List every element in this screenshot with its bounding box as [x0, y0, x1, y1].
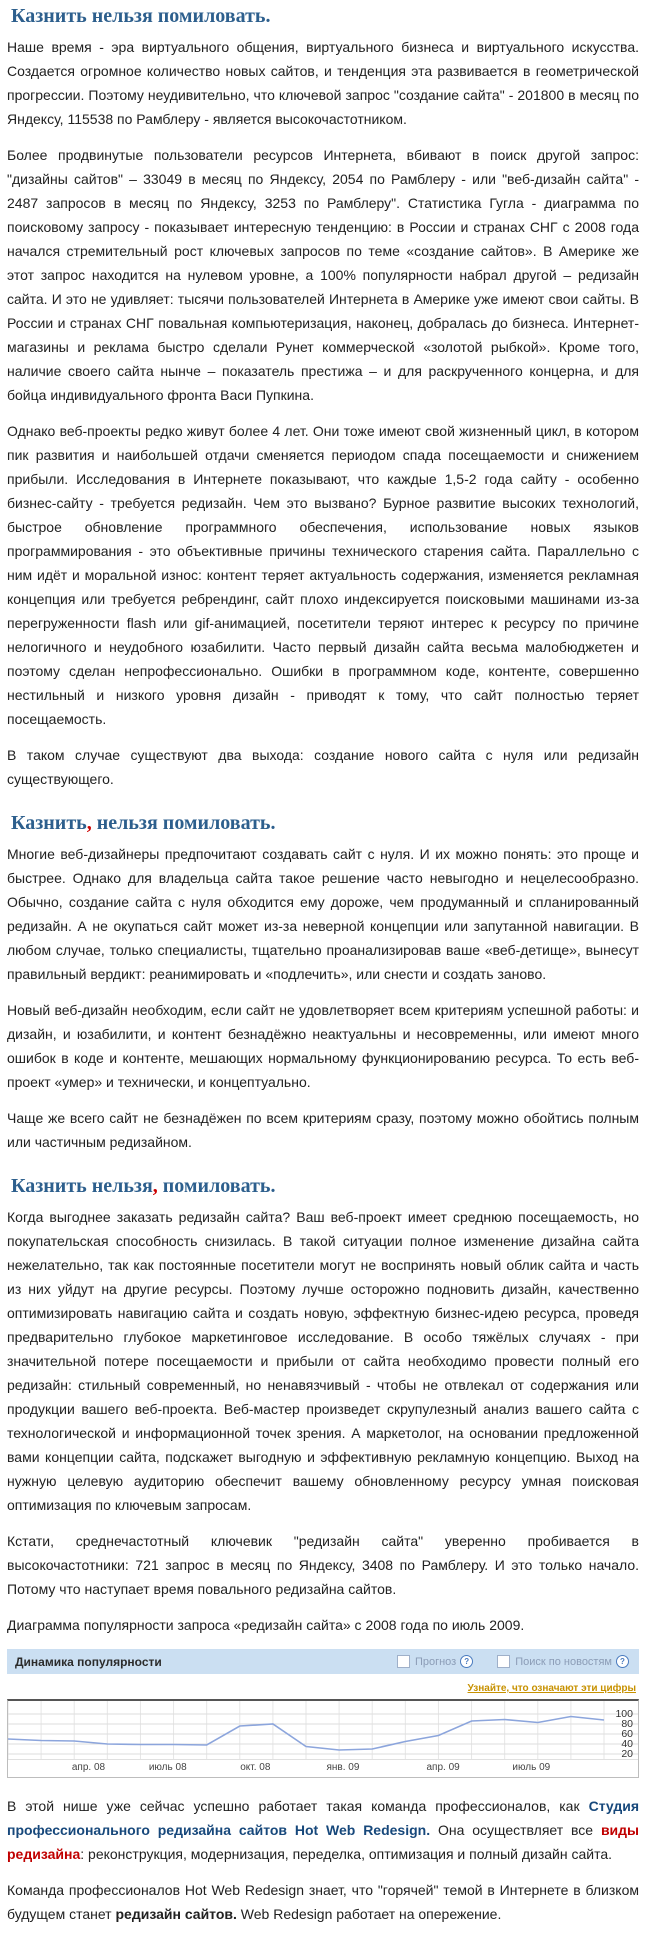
- forecast-checkbox-label: Прогноз: [414, 1655, 457, 1668]
- y-tick-label: 80: [621, 1718, 633, 1730]
- text-segment: Казнить нельзя: [11, 1175, 153, 1197]
- text-segment: Команда профессионалов Hot Web Redesign знает, что "горячей" темой в Интернете в близком будущем станет: [7, 1882, 639, 1922]
- text-segment: нельзя помиловать.: [91, 812, 276, 834]
- chart-title: Динамика популярности: [15, 1654, 162, 1669]
- chart-header: [7, 1649, 639, 1674]
- x-tick-label: апр. 09: [426, 1762, 460, 1773]
- news-search-checkbox-row[interactable]: [497, 1655, 629, 1668]
- x-tick-label: апр. 08: [71, 1762, 106, 1773]
- text-segment: : реконструкция, модернизация, переделка, оптимизация и полный дизайн сайта.: [80, 1846, 613, 1862]
- plot-area: [8, 1701, 638, 1759]
- text-segment: Кстати, среднечастотный ключевик "редизайн сайта" уверенно пробивается в высокочастотники: 721 запрос в месяц по Яндексу, 3408 по Рамблеру. И это только начало. Потому что наступает время повального редизайна сайтов.: [7, 1533, 639, 1597]
- text-segment: Казнить: [11, 812, 87, 834]
- paragraph: [7, 1106, 639, 1154]
- news-search-checkbox[interactable]: [497, 1655, 510, 1668]
- popularity-chart: [7, 1649, 639, 1778]
- text-segment: Казнить нельзя помиловать.: [11, 5, 271, 27]
- text-segment: Студия профессионального редизайна сайтов Hot Web Redesign.: [7, 1798, 639, 1838]
- text-segment: Она осуществляет все: [430, 1822, 601, 1838]
- article-body-top: [7, 4, 639, 1637]
- news-search-checkbox-label: Поиск по новостям: [515, 1655, 612, 1668]
- text-segment: Новый веб-дизайн необходим, если сайт не удовлетворяет всем критериям успешной работы: и дизайн, и юзабилити, и контент безнадёжно неактуальны и несовременны, или имеют много ошибок в коде и контенте, мешающих нормальному функционированию ресурса. То есть веб-проект «умер» и технически, и концептуально.: [7, 1002, 639, 1090]
- forecast-checkbox-row[interactable]: [397, 1655, 473, 1668]
- text-segment: Многие веб-дизайнеры предпочитают создавать сайт с нуля. И их можно понять: это проще и быстрее. Однако для владельца сайта такое решение часто невыгодно и нецелесообразно. Обычно, создание сайта с нуля обходится ему дороже, чем продуманный и спланированный редизайн. А не окупаться сайт может из-за неверной концепции или запутанной навигации. В любом случае, только специалисты, тщательно проанализировав ваше «веб-детище», вынесут правильный вердикт: реанимировать и «подлечить», или снести и создать заново.: [7, 846, 639, 982]
- x-tick-label: июль 09: [512, 1762, 551, 1773]
- paragraph: [7, 842, 639, 986]
- chart-controls: [373, 1655, 629, 1668]
- text-segment: ,: [86, 812, 92, 834]
- text-segment: Наше время - эра виртуального общения, виртуального бизнеса и виртуального искусства. Создается огромное количество новых сайтов, и тенденция эта развивается в геометрической прогрессии. Поэтому неудивительно, что ключевой запрос "создание сайта" - 201800 в месяц по Яндексу, 115538 по Рамблеру - является высокочастотником.: [7, 39, 639, 127]
- text-segment: помиловать.: [157, 1175, 276, 1197]
- chart-body: [7, 1699, 639, 1778]
- x-tick-label: янв. 09: [326, 1762, 360, 1773]
- text-segment: Чаще же всего сайт не безнадёжен по всем критериям сразу, поэтому можно обойтись полным или частичным редизайном.: [7, 1110, 639, 1150]
- chart-link-row: [7, 1674, 639, 1699]
- paragraph: [7, 1878, 639, 1926]
- forecast-checkbox[interactable]: [397, 1655, 410, 1668]
- section-heading: [11, 1174, 639, 1198]
- text-segment: виды редизайна: [7, 1822, 639, 1862]
- paragraph: [7, 1205, 639, 1517]
- explain-numbers-link[interactable]: Узнайте, что означают эти цифры: [467, 1683, 636, 1694]
- section-heading: [11, 4, 639, 28]
- text-segment: редизайн сайтов.: [115, 1906, 237, 1922]
- text-segment: В этой нише уже сейчас успешно работает такая команда профессионалов, как: [7, 1798, 589, 1814]
- paragraph: [7, 1794, 639, 1866]
- paragraph: [7, 143, 639, 407]
- x-tick-label: июль 08: [148, 1762, 187, 1773]
- help-icon[interactable]: ?: [460, 1655, 473, 1668]
- y-tick-label: 100: [615, 1708, 633, 1720]
- paragraph: [7, 1529, 639, 1601]
- section-heading: [11, 811, 639, 835]
- text-segment: Web Redesign работает на опережение.: [236, 1906, 502, 1922]
- paragraph: [7, 419, 639, 731]
- text-segment: Когда выгоднее заказать редизайн сайта? Ваш веб-проект имеет среднюю посещаемость, но покупательская способность снизилась. В такой ситуации полное изменение дизайна сайта нежелательно, так как постоянные посетители могут не воспринять новый облик сайта и часть из них уйдут на другие ресурсы. Поэтому лучше осторожно подновить дизайн, качественно оптимизировать навигацию сайта и создать новую, эффектную бизнес-идею ресурса, проведя предварительно глубокое маркетинговое исследование. В особо тяжёлых случаях - при значительной потере посещаемости и прибыли от сайта необходимо провести полный его редизайн: стильный современный, но ненавязчивый - чтобы не отвлекал от содержания или продукции вашего веб-проекта. Веб-мастер произведет скрупулезный анализ вашего сайта с технологической и информационной точек зрения. А маркетолог, на основании предложенной вами концепции сайта, подскажет выгодную и эффективную рекламную концепцию. Выход на нужную целевую аудиторию обеспечит вашему обновленному ресурсу умная поисковая оптимизация по ключевым запросам.: [7, 1209, 639, 1513]
- paragraph: [7, 35, 639, 131]
- x-axis-labels: [8, 1759, 638, 1777]
- y-tick-label: 40: [621, 1738, 633, 1750]
- help-icon[interactable]: ?: [616, 1655, 629, 1668]
- text-segment: Более продвинутые пользователи ресурсов Интернета, вбивают в поиск другой запрос: "дизайны сайтов" – 33049 в месяц по Яндексу, 2054 по Рамблеру - или "веб-дизайн сайта" - 2487 запросов в месяц по Яндексу, 3253 по Рамблеру". Статистика Гугла - диаграмма по поисковому запросу - показывает интересную тенденцию: в России и странах СНГ с 2008 года начался стремительный рост ключевых запросов по теме «создание сайтов». В Америке же этот запрос находится на нулевом уровне, а 100% популярности набрал другой – редизайн сайта. И это не удивляет: тысячи пользователей Интернета в Америке уже имеют свои сайты. В России и странах СНГ повальная компьютеризация, наконец, добралась до бизнеса. Интернет-магазины и реклама быстро сделали Рунет коммерческой «золотой рыбкой». Кроме того, наличие своего сайта нынче – показатель престижа – и для раскрученного концерна, и для бойца индивидуального фронта Васи Пупкина.: [7, 147, 639, 403]
- x-tick-label: окт. 08: [240, 1762, 271, 1773]
- article-body-bottom: [7, 1794, 639, 1926]
- paragraph: [7, 998, 639, 1094]
- y-tick-label: 60: [621, 1728, 633, 1740]
- trend-line-chart: [8, 1701, 638, 1759]
- text-segment: В таком случае существуют два выхода: создание нового сайта с нуля или редизайн существующего.: [7, 747, 639, 787]
- y-tick-label: 20: [621, 1748, 633, 1760]
- paragraph: [7, 743, 639, 791]
- paragraph: [7, 1613, 639, 1637]
- text-segment: Диаграмма популярности запроса «редизайн сайта» с 2008 года по июль 2009.: [7, 1617, 525, 1633]
- text-segment: Однако веб-проекты редко живут более 4 лет. Они тоже имеют свой жизненный цикл, в котором пик развития и наибольшей отдачи сменяется периодом спада посещаемости и снижением прибыли. Исследования в Интернете показывают, что каждые 1,5-2 года сайту - особенно бизнес-сайту - требуется редизайн. Чем это вызвано? Бурное развитие высоких технологий, быстрое обновление программного обеспечения, использование новых языков программирования - это объективные причины технического старения сайта. Параллельно с ним идёт и моральной износ: контент теряет актуальность содержания, изменяется рекламная концепция или требуется ребрендинг, сайт плохо индексируется поисковыми машинами из-за перегруженности flash или gif-анимацией, посетители теряют интерес к ресурсу по причине нелогичного и неудобного юзабилити. Часто первый дизайн сайта весьма малобюджетен и поэтому сделан непрофессионально. Ошибки в программном коде, контенте, совершенно нестильный и низкого уровня дизайн - приводят к тому, что сайт полностью теряет посещаемость.: [7, 423, 639, 727]
- text-segment: ,: [152, 1175, 158, 1197]
